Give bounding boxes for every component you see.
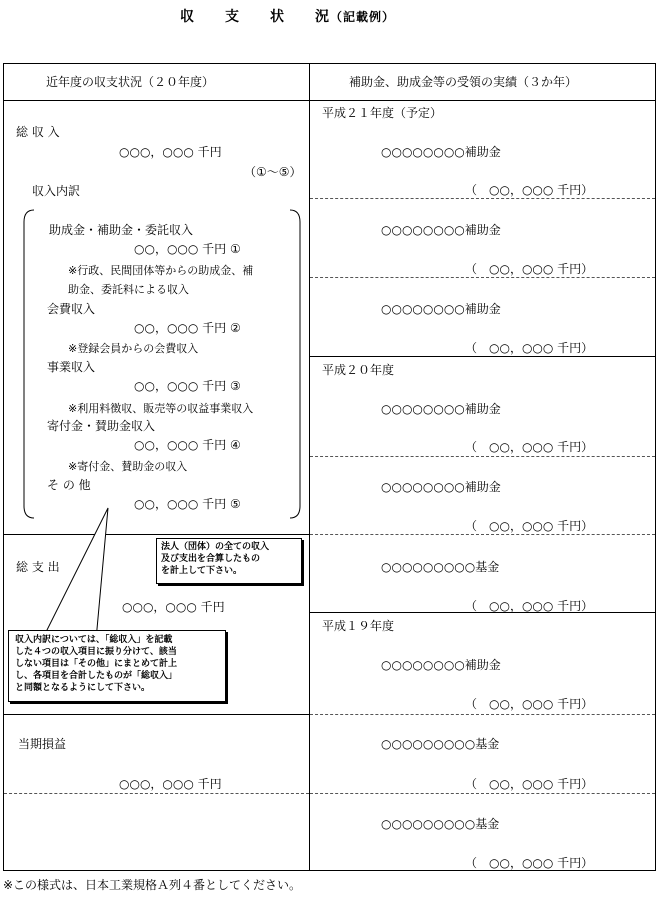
profit-label: 当期損益 <box>18 737 67 751</box>
entry-name: ○○○○○○○○○基金 <box>381 560 500 574</box>
footer-note: ※この様式は、日本工業規格Ａ列４番としてください。 <box>3 878 302 892</box>
right-dash-6 <box>310 793 655 794</box>
entry-name: ○○○○○○○○補助金 <box>381 223 501 237</box>
entry-amount: （ ○○，○○○ 千円） <box>465 440 594 454</box>
callout-total-note <box>156 538 302 584</box>
entry-amount: （ ○○，○○○ 千円） <box>465 519 594 533</box>
year-h20: 平成２０年度 <box>322 363 395 377</box>
page-title <box>180 6 395 26</box>
breakdown-label: 収入内訳 <box>32 184 81 198</box>
entry-name: ○○○○○○○○補助金 <box>381 302 501 316</box>
right-dash-3 <box>310 456 655 457</box>
callout-total-line-1: 法人（団体）の全ての収入 <box>161 542 270 552</box>
item-label-grants: 助成金・補助金・委託収入 <box>49 223 194 237</box>
year-h21: 平成２１年度（予定） <box>322 106 443 120</box>
entry-amount: （ ○○，○○○ 千円） <box>465 697 594 711</box>
total-income-label: 総 収 入 <box>16 125 60 139</box>
left-header: 近年度の収支状況（２０年度） <box>46 75 215 89</box>
total-expense-label: 総 支 出 <box>16 560 60 574</box>
right-header: 補助金、助成金等の受領の実績（３か年） <box>349 75 578 89</box>
item-label-donations: 寄付金・賛助金収入 <box>47 419 156 433</box>
item-value-business: ○○，○○○ 千円 ③ <box>134 379 241 393</box>
entry-amount: （ ○○，○○○ 千円） <box>465 599 594 613</box>
entry-amount: （ ○○，○○○ 千円） <box>465 262 594 276</box>
item-label-other: そ の 他 <box>47 478 91 492</box>
column-divider <box>309 64 310 870</box>
callout-breakdown-line-5: と同額となるようにして下さい。 <box>15 683 151 693</box>
year-h19: 平成１９年度 <box>322 619 395 633</box>
item-note-grants-1: ※行政、民間団体等からの助成金、補 <box>68 264 254 277</box>
item-note-fees: ※登録会員からの会費収入 <box>68 342 199 355</box>
callout-breakdown-line-4: し、各項目を合計したものが「総収入」 <box>15 671 178 681</box>
item-label-fees: 会費収入 <box>47 302 96 316</box>
right-dash-1 <box>310 198 655 199</box>
item-value-other: ○○，○○○ 千円 ⑤ <box>134 497 241 511</box>
entry-amount: （ ○○，○○○ 千円） <box>465 777 594 791</box>
header-divider <box>4 100 655 101</box>
item-value-donations: ○○，○○○ 千円 ④ <box>134 438 241 452</box>
entry-name: ○○○○○○○○補助金 <box>381 480 501 494</box>
page-title-suffix: （記載例） <box>330 10 396 24</box>
callout-breakdown-note <box>8 630 226 702</box>
entry-amount: （ ○○，○○○ 千円） <box>465 856 594 870</box>
callout-total-line-3: を計上して下さい。 <box>161 566 243 576</box>
left-divider-profit <box>4 714 309 715</box>
item-note-grants-2: 助金、委託料による収入 <box>68 283 189 296</box>
right-dash-2 <box>310 277 655 278</box>
entry-name: ○○○○○○○○補助金 <box>381 145 501 159</box>
right-year-divider-1 <box>310 356 655 357</box>
right-dash-5 <box>310 714 655 715</box>
callout-breakdown-line-3: しない項目は「その他」にまとめて計上 <box>15 659 178 669</box>
item-note-donations: ※寄付金、賛助金の収入 <box>68 460 188 473</box>
callout-breakdown-line-1: 収入内訳については、「総収入」を記載 <box>15 635 173 645</box>
total-income-note: （①～⑤） <box>244 165 302 179</box>
total-expense-value: ○○○，○○○ 千円 <box>122 600 225 614</box>
profit-value: ○○○，○○○ 千円 <box>119 777 222 791</box>
item-value-grants: ○○，○○○ 千円 ① <box>134 242 241 256</box>
entry-amount: （ ○○，○○○ 千円） <box>465 341 594 355</box>
page-title-main: 収 支 状 況 <box>180 9 330 25</box>
income-expense-table <box>3 63 656 871</box>
right-dash-4 <box>310 534 655 535</box>
item-value-fees: ○○，○○○ 千円 ② <box>134 321 241 335</box>
item-label-business: 事業収入 <box>47 360 96 374</box>
entry-name: ○○○○○○○○補助金 <box>381 658 501 672</box>
left-dashed-divider <box>4 793 309 794</box>
callout-breakdown-line-2: した４つの収入項目に振り分けて、該当 <box>15 647 177 657</box>
entry-name: ○○○○○○○○○基金 <box>381 817 500 831</box>
total-income-value: ○○○，○○○ 千円 <box>119 145 222 159</box>
entry-name: ○○○○○○○○補助金 <box>381 402 501 416</box>
callout-total-line-2: 及び支出を合算したもの <box>161 554 261 564</box>
entry-amount: （ ○○，○○○ 千円） <box>465 183 594 197</box>
entry-name: ○○○○○○○○○基金 <box>381 737 500 751</box>
item-note-business: ※利用料徴収、販売等の収益事業収入 <box>68 402 254 415</box>
